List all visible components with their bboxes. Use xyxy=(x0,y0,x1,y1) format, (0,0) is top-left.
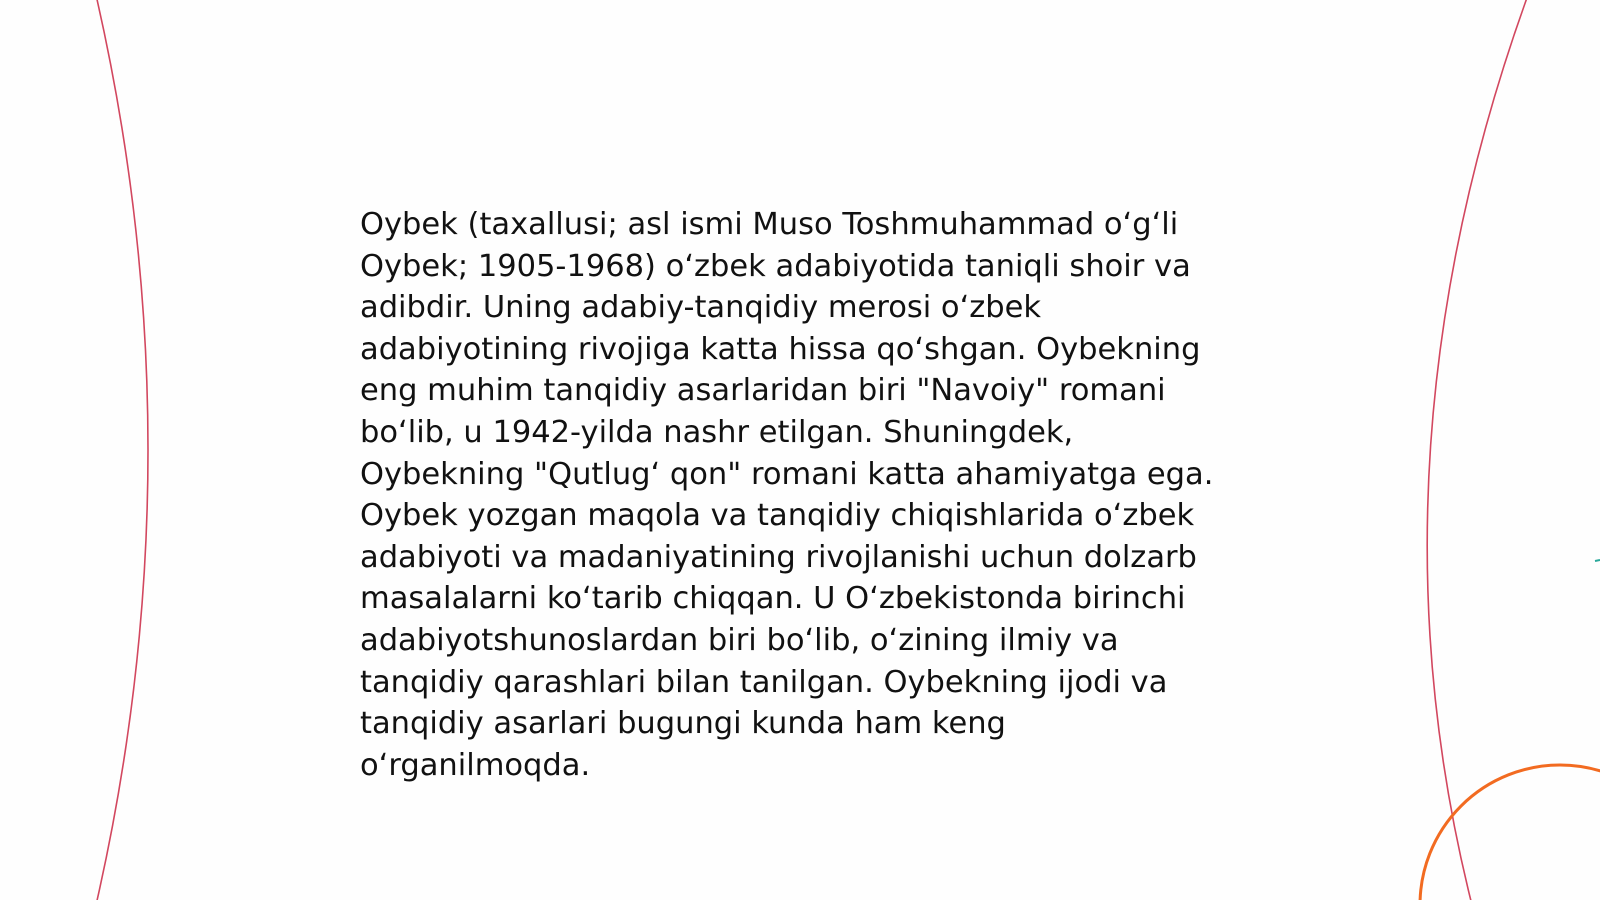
left-curve-line xyxy=(96,0,148,900)
right-curve-line xyxy=(1427,0,1528,900)
body-paragraph: Oybek (taxallusi; asl ismi Muso Toshmuhammad oʻgʻli Oybek; 1905-1968) oʻzbek adabiyotida taniqli shoir va adibdir. Uning adabiy-tanqidiy merosi oʻzbek adabiyotining rivojiga katta hissa qoʻshgan. Oybekning eng muhim tanqidiy asarlaridan biri "Navoiy" romani boʻlib, u 1942-yilda nashr etilgan. Shuningdek, Oybekning "Qutlugʻ qon" romani katta ahamiyatga ega. Oybek yozgan maqola va tanqidiy chiqishlarida oʻzbek adabiyoti va madaniyatining rivojlanishi uchun dolzarb masalalarni koʻtarib chiqqan. U Oʻzbekistonda birinchi adabiyotshunoslardan biri boʻlib, oʻzining ilmiy va tanqidiy qarashlari bilan tanilgan. Oybekning ijodi va tanqidiy asarlari bugungi kunda ham keng oʻrganilmoqda. xyxy=(360,207,1214,783)
teal-mark xyxy=(1595,560,1600,561)
